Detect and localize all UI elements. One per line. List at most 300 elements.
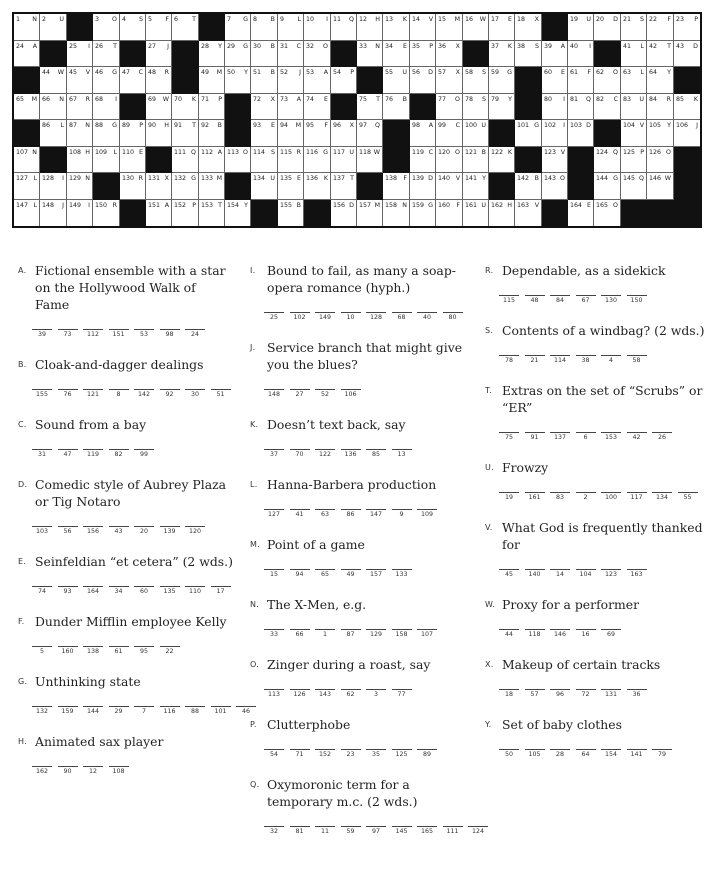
answer-blank[interactable] — [134, 706, 154, 716]
grid-cell[interactable] — [304, 173, 331, 200]
grid-cell[interactable] — [542, 120, 568, 147]
grid-cell[interactable] — [67, 94, 93, 120]
grid-cell[interactable] — [93, 120, 120, 147]
answer-blank[interactable] — [392, 449, 412, 459]
answer-blank[interactable] — [366, 312, 386, 322]
answer-blank[interactable] — [290, 689, 310, 699]
grid-cell[interactable] — [542, 173, 568, 200]
grid-cell[interactable] — [172, 14, 199, 41]
answer-blank[interactable] — [83, 526, 103, 536]
answer-blank[interactable] — [264, 689, 284, 699]
grid-cell[interactable] — [463, 147, 489, 173]
answer-blank[interactable] — [341, 826, 361, 836]
grid-cell[interactable] — [225, 67, 251, 94]
answer-blank[interactable] — [417, 629, 437, 639]
answer-blank[interactable] — [134, 526, 154, 536]
grid-cell[interactable] — [674, 94, 700, 120]
answer-blank[interactable] — [627, 295, 647, 305]
grid-cell[interactable] — [436, 147, 463, 173]
grid-cell[interactable] — [647, 120, 674, 147]
grid-cell[interactable] — [304, 94, 331, 120]
answer-blank[interactable] — [32, 646, 52, 656]
answer-blank[interactable] — [550, 355, 570, 365]
grid-cell[interactable] — [436, 67, 463, 94]
answer-blank[interactable] — [32, 389, 52, 399]
answer-blank[interactable] — [627, 355, 647, 365]
answer-blank[interactable] — [417, 312, 437, 322]
grid-cell[interactable] — [172, 94, 199, 120]
answer-blank[interactable] — [315, 389, 335, 399]
answer-blank[interactable] — [499, 355, 519, 365]
grid-cell[interactable] — [542, 94, 568, 120]
grid-cell[interactable] — [67, 147, 93, 173]
answer-blank[interactable] — [83, 449, 103, 459]
answer-blank[interactable] — [601, 629, 621, 639]
answer-blank[interactable] — [468, 826, 488, 836]
grid-cell[interactable] — [463, 14, 489, 41]
answer-blank[interactable] — [499, 689, 519, 699]
grid-cell[interactable] — [594, 67, 621, 94]
grid-cell[interactable] — [278, 147, 304, 173]
grid-cell[interactable] — [199, 200, 225, 226]
grid-cell[interactable] — [40, 173, 67, 200]
answer-blank[interactable] — [417, 826, 437, 836]
answer-blank[interactable] — [576, 569, 596, 579]
answer-blank[interactable] — [366, 749, 386, 759]
grid-cell[interactable] — [436, 41, 463, 67]
answer-blank[interactable] — [392, 826, 412, 836]
answer-blank[interactable] — [678, 492, 698, 502]
answer-blank[interactable] — [58, 526, 78, 536]
answer-blank[interactable] — [366, 629, 386, 639]
answer-blank[interactable] — [315, 749, 335, 759]
answer-blank[interactable] — [525, 355, 545, 365]
answer-blank[interactable] — [392, 749, 412, 759]
answer-blank[interactable] — [366, 569, 386, 579]
grid-cell[interactable] — [674, 120, 700, 147]
answer-blank[interactable] — [315, 826, 335, 836]
grid-cell[interactable] — [93, 94, 120, 120]
answer-blank[interactable] — [366, 689, 386, 699]
grid-cell[interactable] — [251, 41, 278, 67]
answer-blank[interactable] — [550, 749, 570, 759]
grid-cell[interactable] — [647, 94, 674, 120]
grid-cell[interactable] — [542, 147, 568, 173]
grid-cell[interactable] — [674, 41, 700, 67]
answer-blank[interactable] — [83, 646, 103, 656]
grid-cell[interactable] — [67, 200, 93, 226]
answer-blank[interactable] — [185, 389, 205, 399]
grid-cell[interactable] — [278, 67, 304, 94]
answer-blank[interactable] — [83, 389, 103, 399]
grid-cell[interactable] — [515, 120, 542, 147]
answer-blank[interactable] — [58, 329, 78, 339]
grid-cell[interactable] — [251, 94, 278, 120]
grid-cell[interactable] — [172, 120, 199, 147]
answer-blank[interactable] — [315, 449, 335, 459]
grid-cell[interactable] — [225, 14, 251, 41]
grid-cell[interactable] — [410, 200, 436, 226]
answer-blank[interactable] — [290, 629, 310, 639]
answer-blank[interactable] — [160, 329, 180, 339]
grid-cell[interactable] — [199, 67, 225, 94]
grid-cell[interactable] — [594, 200, 621, 226]
grid-cell[interactable] — [674, 14, 700, 41]
grid-cell[interactable] — [621, 173, 647, 200]
answer-blank[interactable] — [290, 509, 310, 519]
answer-blank[interactable] — [392, 312, 412, 322]
grid-cell[interactable] — [410, 14, 436, 41]
answer-blank[interactable] — [652, 492, 672, 502]
answer-blank[interactable] — [576, 295, 596, 305]
answer-blank[interactable] — [550, 432, 570, 442]
grid-cell[interactable] — [515, 200, 542, 226]
answer-blank[interactable] — [134, 449, 154, 459]
answer-blank[interactable] — [58, 449, 78, 459]
grid-cell[interactable] — [120, 67, 146, 94]
answer-blank[interactable] — [109, 706, 129, 716]
grid-cell[interactable] — [14, 41, 40, 67]
grid-cell[interactable] — [410, 120, 436, 147]
answer-blank[interactable] — [550, 569, 570, 579]
grid-cell[interactable] — [199, 94, 225, 120]
grid-cell[interactable] — [146, 120, 172, 147]
answer-blank[interactable] — [264, 629, 284, 639]
answer-blank[interactable] — [576, 492, 596, 502]
answer-blank[interactable] — [290, 749, 310, 759]
answer-blank[interactable] — [366, 449, 386, 459]
answer-blank[interactable] — [601, 689, 621, 699]
answer-blank[interactable] — [525, 432, 545, 442]
grid-cell[interactable] — [146, 14, 172, 41]
grid-cell[interactable] — [647, 41, 674, 67]
grid-cell[interactable] — [331, 200, 357, 226]
grid-cell[interactable] — [410, 173, 436, 200]
answer-blank[interactable] — [341, 509, 361, 519]
grid-cell[interactable] — [278, 173, 304, 200]
grid-cell[interactable] — [225, 147, 251, 173]
grid-cell[interactable] — [357, 94, 383, 120]
answer-blank[interactable] — [525, 749, 545, 759]
answer-blank[interactable] — [443, 312, 463, 322]
grid-cell[interactable] — [67, 41, 93, 67]
answer-blank[interactable] — [134, 586, 154, 596]
answer-blank[interactable] — [109, 329, 129, 339]
answer-blank[interactable] — [83, 329, 103, 339]
answer-blank[interactable] — [601, 355, 621, 365]
answer-blank[interactable] — [525, 492, 545, 502]
grid-cell[interactable] — [67, 120, 93, 147]
answer-blank[interactable] — [315, 312, 335, 322]
answer-blank[interactable] — [417, 509, 437, 519]
answer-blank[interactable] — [264, 749, 284, 759]
answer-blank[interactable] — [83, 586, 103, 596]
answer-blank[interactable] — [32, 449, 52, 459]
grid-cell[interactable] — [568, 200, 594, 226]
answer-blank[interactable] — [160, 526, 180, 536]
answer-blank[interactable] — [499, 569, 519, 579]
answer-blank[interactable] — [290, 389, 310, 399]
answer-blank[interactable] — [185, 586, 205, 596]
grid-cell[interactable] — [594, 94, 621, 120]
grid-cell[interactable] — [436, 120, 463, 147]
grid-cell[interactable] — [93, 67, 120, 94]
grid-cell[interactable] — [93, 147, 120, 173]
grid-cell[interactable] — [278, 200, 304, 226]
answer-blank[interactable] — [627, 492, 647, 502]
answer-blank[interactable] — [315, 689, 335, 699]
grid-cell[interactable] — [251, 14, 278, 41]
grid-cell[interactable] — [67, 67, 93, 94]
answer-blank[interactable] — [341, 312, 361, 322]
grid-cell[interactable] — [621, 41, 647, 67]
grid-cell[interactable] — [120, 147, 146, 173]
answer-blank[interactable] — [32, 526, 52, 536]
grid-cell[interactable] — [199, 120, 225, 147]
grid-cell[interactable] — [14, 147, 40, 173]
grid-cell[interactable] — [40, 67, 67, 94]
grid-cell[interactable] — [40, 200, 67, 226]
answer-blank[interactable] — [32, 586, 52, 596]
grid-cell[interactable] — [251, 120, 278, 147]
answer-blank[interactable] — [341, 449, 361, 459]
grid-cell[interactable] — [304, 147, 331, 173]
grid-cell[interactable] — [331, 173, 357, 200]
answer-blank[interactable] — [264, 389, 284, 399]
answer-blank[interactable] — [290, 569, 310, 579]
grid-cell[interactable] — [199, 41, 225, 67]
answer-blank[interactable] — [315, 569, 335, 579]
answer-blank[interactable] — [32, 706, 52, 716]
grid-cell[interactable] — [463, 67, 489, 94]
answer-blank[interactable] — [652, 432, 672, 442]
grid-cell[interactable] — [489, 41, 515, 67]
grid-cell[interactable] — [357, 147, 383, 173]
answer-blank[interactable] — [341, 689, 361, 699]
answer-blank[interactable] — [576, 432, 596, 442]
grid-cell[interactable] — [304, 67, 331, 94]
answer-blank[interactable] — [601, 492, 621, 502]
grid-cell[interactable] — [357, 200, 383, 226]
grid-cell[interactable] — [383, 200, 410, 226]
grid-cell[interactable] — [304, 41, 331, 67]
grid-cell[interactable] — [647, 147, 674, 173]
answer-blank[interactable] — [392, 629, 412, 639]
grid-cell[interactable] — [647, 67, 674, 94]
grid-cell[interactable] — [436, 173, 463, 200]
grid-cell[interactable] — [489, 94, 515, 120]
grid-cell[interactable] — [278, 120, 304, 147]
grid-cell[interactable] — [568, 14, 594, 41]
grid-cell[interactable] — [146, 200, 172, 226]
grid-cell[interactable] — [463, 120, 489, 147]
grid-cell[interactable] — [172, 147, 199, 173]
grid-cell[interactable] — [14, 94, 40, 120]
grid-cell[interactable] — [463, 200, 489, 226]
answer-blank[interactable] — [627, 689, 647, 699]
grid-cell[interactable] — [489, 67, 515, 94]
grid-cell[interactable] — [383, 14, 410, 41]
answer-blank[interactable] — [211, 706, 231, 716]
grid-cell[interactable] — [542, 41, 568, 67]
answer-blank[interactable] — [525, 629, 545, 639]
answer-blank[interactable] — [109, 586, 129, 596]
grid-cell[interactable] — [251, 173, 278, 200]
answer-blank[interactable] — [601, 295, 621, 305]
answer-blank[interactable] — [341, 389, 361, 399]
answer-blank[interactable] — [83, 766, 103, 776]
grid-cell[interactable] — [489, 14, 515, 41]
answer-blank[interactable] — [550, 295, 570, 305]
answer-blank[interactable] — [417, 749, 437, 759]
grid-cell[interactable] — [278, 41, 304, 67]
grid-cell[interactable] — [14, 200, 40, 226]
answer-blank[interactable] — [392, 689, 412, 699]
grid-cell[interactable] — [67, 173, 93, 200]
answer-blank[interactable] — [601, 432, 621, 442]
grid-cell[interactable] — [331, 147, 357, 173]
answer-blank[interactable] — [83, 706, 103, 716]
answer-blank[interactable] — [290, 312, 310, 322]
grid-cell[interactable] — [436, 200, 463, 226]
answer-blank[interactable] — [185, 706, 205, 716]
grid-cell[interactable] — [410, 41, 436, 67]
answer-blank[interactable] — [32, 766, 52, 776]
answer-blank[interactable] — [160, 646, 180, 656]
grid-cell[interactable] — [146, 94, 172, 120]
answer-blank[interactable] — [134, 329, 154, 339]
grid-cell[interactable] — [278, 14, 304, 41]
answer-blank[interactable] — [315, 509, 335, 519]
answer-blank[interactable] — [109, 766, 129, 776]
grid-cell[interactable] — [40, 94, 67, 120]
grid-cell[interactable] — [146, 173, 172, 200]
grid-cell[interactable] — [463, 94, 489, 120]
grid-cell[interactable] — [568, 67, 594, 94]
answer-blank[interactable] — [160, 586, 180, 596]
grid-cell[interactable] — [199, 173, 225, 200]
grid-cell[interactable] — [93, 14, 120, 41]
grid-cell[interactable] — [515, 173, 542, 200]
answer-blank[interactable] — [499, 295, 519, 305]
grid-cell[interactable] — [120, 173, 146, 200]
grid-cell[interactable] — [489, 200, 515, 226]
answer-blank[interactable] — [109, 389, 129, 399]
answer-blank[interactable] — [341, 749, 361, 759]
answer-blank[interactable] — [58, 766, 78, 776]
answer-blank[interactable] — [652, 749, 672, 759]
grid-cell[interactable] — [331, 67, 357, 94]
answer-blank[interactable] — [264, 449, 284, 459]
answer-blank[interactable] — [499, 492, 519, 502]
answer-blank[interactable] — [134, 389, 154, 399]
grid-cell[interactable] — [383, 67, 410, 94]
answer-blank[interactable] — [264, 312, 284, 322]
answer-blank[interactable] — [211, 586, 231, 596]
answer-blank[interactable] — [315, 629, 335, 639]
answer-blank[interactable] — [392, 569, 412, 579]
grid-cell[interactable] — [357, 41, 383, 67]
grid-cell[interactable] — [304, 14, 331, 41]
answer-blank[interactable] — [366, 509, 386, 519]
grid-cell[interactable] — [120, 120, 146, 147]
grid-cell[interactable] — [489, 147, 515, 173]
grid-cell[interactable] — [225, 200, 251, 226]
grid-cell[interactable] — [383, 94, 410, 120]
answer-blank[interactable] — [236, 706, 256, 716]
answer-blank[interactable] — [550, 629, 570, 639]
answer-blank[interactable] — [366, 826, 386, 836]
answer-blank[interactable] — [264, 826, 284, 836]
grid-cell[interactable] — [40, 120, 67, 147]
grid-cell[interactable] — [621, 94, 647, 120]
answer-blank[interactable] — [576, 749, 596, 759]
grid-cell[interactable] — [436, 14, 463, 41]
grid-cell[interactable] — [331, 120, 357, 147]
answer-blank[interactable] — [58, 646, 78, 656]
answer-blank[interactable] — [576, 689, 596, 699]
grid-cell[interactable] — [172, 173, 199, 200]
answer-blank[interactable] — [525, 689, 545, 699]
grid-cell[interactable] — [172, 200, 199, 226]
answer-blank[interactable] — [109, 526, 129, 536]
answer-blank[interactable] — [499, 629, 519, 639]
grid-cell[interactable] — [93, 200, 120, 226]
grid-cell[interactable] — [304, 120, 331, 147]
answer-blank[interactable] — [525, 295, 545, 305]
grid-cell[interactable] — [331, 14, 357, 41]
grid-cell[interactable] — [463, 173, 489, 200]
grid-cell[interactable] — [40, 14, 67, 41]
answer-blank[interactable] — [341, 569, 361, 579]
answer-blank[interactable] — [627, 432, 647, 442]
grid-cell[interactable] — [647, 173, 674, 200]
grid-cell[interactable] — [251, 67, 278, 94]
answer-blank[interactable] — [109, 449, 129, 459]
answer-blank[interactable] — [109, 646, 129, 656]
answer-blank[interactable] — [601, 749, 621, 759]
answer-blank[interactable] — [290, 826, 310, 836]
grid-cell[interactable] — [542, 67, 568, 94]
answer-blank[interactable] — [550, 689, 570, 699]
grid-cell[interactable] — [278, 94, 304, 120]
grid-cell[interactable] — [568, 41, 594, 67]
answer-blank[interactable] — [160, 706, 180, 716]
grid-cell[interactable] — [594, 14, 621, 41]
grid-cell[interactable] — [251, 147, 278, 173]
answer-blank[interactable] — [627, 749, 647, 759]
answer-blank[interactable] — [550, 492, 570, 502]
grid-cell[interactable] — [568, 120, 594, 147]
answer-blank[interactable] — [525, 569, 545, 579]
grid-cell[interactable] — [383, 173, 410, 200]
grid-cell[interactable] — [225, 41, 251, 67]
grid-cell[interactable] — [357, 120, 383, 147]
answer-blank[interactable] — [264, 569, 284, 579]
grid-cell[interactable] — [410, 147, 436, 173]
answer-blank[interactable] — [499, 749, 519, 759]
grid-cell[interactable] — [357, 14, 383, 41]
answer-blank[interactable] — [58, 389, 78, 399]
answer-blank[interactable] — [58, 706, 78, 716]
grid-cell[interactable] — [120, 14, 146, 41]
answer-blank[interactable] — [576, 355, 596, 365]
grid-cell[interactable] — [621, 14, 647, 41]
answer-blank[interactable] — [576, 629, 596, 639]
grid-cell[interactable] — [621, 67, 647, 94]
answer-blank[interactable] — [185, 526, 205, 536]
answer-blank[interactable] — [58, 586, 78, 596]
